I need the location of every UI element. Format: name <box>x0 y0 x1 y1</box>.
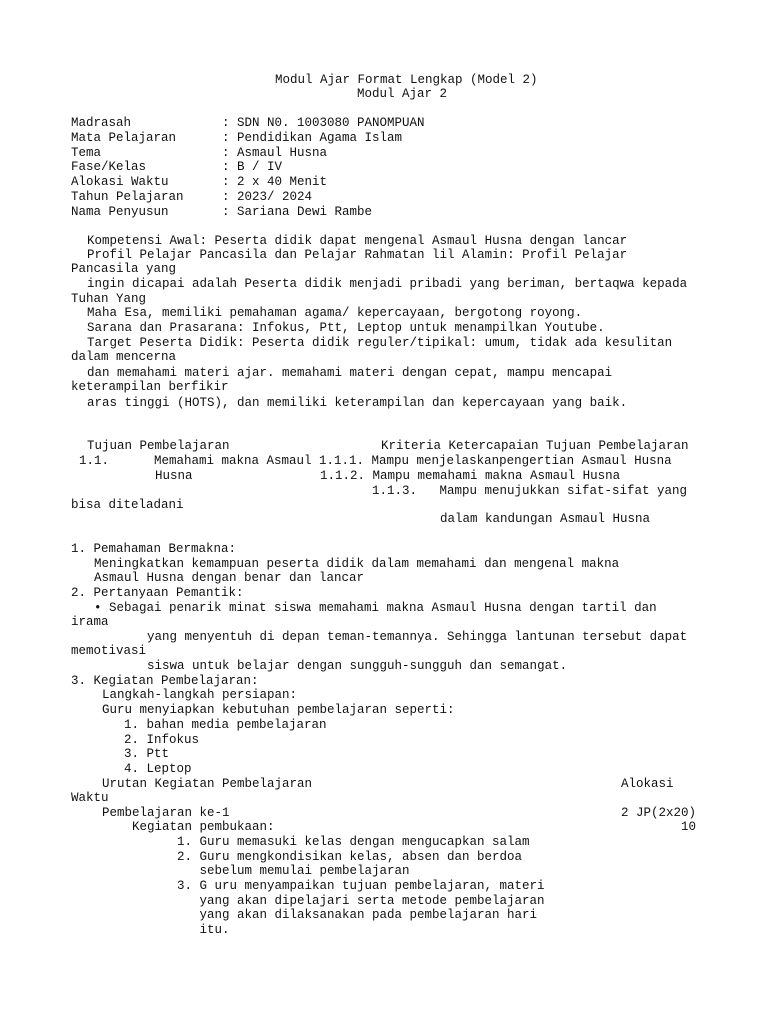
opening-item: 2. Guru mengkondisikan kelas, absen dan berdoa <box>177 850 523 864</box>
intro-line: Kompetensi Awal: Peserta didik dapat mengenal Asmaul Husna dengan lancar <box>87 234 628 248</box>
opening-item: 1. Guru memasuki kelas dengan mengucapkan salam <box>177 835 530 849</box>
intro-line: keterampilan berfikir <box>71 380 229 394</box>
section-text: irama <box>71 615 109 629</box>
section-text: Asmaul Husna dengan benar dan lancar <box>94 571 365 585</box>
identity-value: : B / IV <box>222 160 283 174</box>
list-item: 4. Leptop <box>124 762 192 776</box>
section-text: Langkah-langkah persiapan: <box>102 688 298 702</box>
identity-value: : Sariana Dewi Rambe <box>222 205 373 219</box>
pembukaan-label: Kegiatan pembukaan: <box>132 820 275 834</box>
objectives-row: 1.1. Memahami makna Asmaul 1.1.1. Mampu menjelaskanpengertian Asmaul Husna <box>79 454 672 468</box>
alokasi-heading: Alokasi <box>621 777 674 791</box>
waktu-heading: Waktu <box>71 791 109 805</box>
opening-item: yang akan dilaksanakan pada pembelajaran hari <box>177 908 538 922</box>
pembelajaran-label: Pembelajaran ke-1 <box>102 806 230 820</box>
section-text: yang menyentuh di depan teman-temannya. Sehingga lantunan tersebut dapat <box>147 630 688 644</box>
intro-line: Sarana dan Prasarana: Infokus, Ptt, Leptop untuk menampilkan Youtube. <box>87 321 605 335</box>
section-text: • Sebagai penarik minat siswa memahami makna Asmaul Husna dengan tartil dan <box>94 601 657 615</box>
identity-value: : 2023/ 2024 <box>222 190 313 204</box>
intro-line: Tuhan Yang <box>71 292 147 306</box>
identity-label: Madrasah <box>71 116 132 130</box>
objectives-row: dalam kandungan Asmaul Husna <box>440 512 651 526</box>
section-title: 1. Pemahaman Bermakna: <box>71 542 237 556</box>
intro-line: dalam mencerna <box>71 350 177 364</box>
opening-item: sebelum memulai pembelajaran <box>177 864 410 878</box>
intro-line: Target Peserta Didik: Peserta didik reguler/tipikal: umum, tidak ada kesulitan <box>87 336 673 350</box>
list-item: 3. Ptt <box>124 747 170 761</box>
identity-value: : Asmaul Husna <box>222 146 328 160</box>
identity-label: Alokasi Waktu <box>71 175 169 189</box>
section-title: 3. Kegiatan Pembelajaran: <box>71 674 259 688</box>
section-text: siswa untuk belajar dengan sungguh-sungguh dan semangat. <box>147 659 568 673</box>
section-text: Guru menyiapkan kebutuhan pembelajaran seperti: <box>102 703 455 717</box>
identity-label: Nama Penyusun <box>71 205 169 219</box>
objectives-header-left: Tujuan Pembelajaran <box>87 439 230 453</box>
section-text: memotivasi <box>71 644 147 658</box>
list-item: 2. Infokus <box>124 733 200 747</box>
intro-line: Maha Esa, memiliki pemahaman agama/ kepercayaan, bergotong royong. <box>87 306 583 320</box>
identity-label: Tahun Pelajaran <box>71 190 184 204</box>
identity-value: : Pendidikan Agama Islam <box>222 131 403 145</box>
identity-label: Fase/Kelas <box>71 160 147 174</box>
intro-line: aras tinggi (HOTS), dan memiliki keterampilan dan kepercayaan yang baik. <box>87 396 628 410</box>
intro-line: dan memahami materi ajar. memahami materi dengan cepat, mampu mencapai <box>87 366 613 380</box>
objectives-header-right: Kriteria Ketercapaian Tujuan Pembelajaran <box>381 439 689 453</box>
intro-line: ingin dicapai adalah Peserta didik menjadi pribadi yang beriman, bertaqwa kepada <box>87 277 688 291</box>
list-item: 1. bahan media pembelajaran <box>124 718 327 732</box>
intro-line: Profil Pelajar Pancasila dan Pelajar Rahmatan lil Alamin: Profil Pelajar <box>87 248 628 262</box>
section-text: Meningkatkan kemampuan peserta didik dalam memahami dan mengenal makna <box>94 557 620 571</box>
objectives-row: bisa diteladani <box>71 498 184 512</box>
intro-line: Pancasila yang <box>71 262 177 276</box>
document-title: Modul Ajar Format Lengkap (Model 2) <box>275 73 538 87</box>
objectives-row: 1.1.3. Mampu menujukkan sifat-sifat yang <box>372 484 688 498</box>
opening-item: 3. G uru menyampaikan tujuan pembelajaran, materi <box>177 879 545 893</box>
pembukaan-minutes: 10 <box>681 820 697 834</box>
section-title: 2. Pertanyaan Pemantik: <box>71 586 244 600</box>
urutan-heading: Urutan Kegiatan Pembelajaran <box>102 777 313 791</box>
identity-value: : SDN N0. 1003080 PANOMPUAN <box>222 116 425 130</box>
identity-label: Tema <box>71 146 102 160</box>
document-subtitle: Modul Ajar 2 <box>357 87 448 101</box>
identity-label: Mata Pelajaran <box>71 131 177 145</box>
objectives-row: Husna 1.1.2. Mampu memahami makna Asmaul Husna <box>155 469 621 483</box>
opening-item: itu. <box>177 923 230 937</box>
jp-value: 2 JP(2x20) <box>621 806 697 820</box>
identity-value: : 2 x 40 Menit <box>222 175 328 189</box>
opening-item: yang akan dipelajari serta metode pembelajaran <box>177 894 545 908</box>
